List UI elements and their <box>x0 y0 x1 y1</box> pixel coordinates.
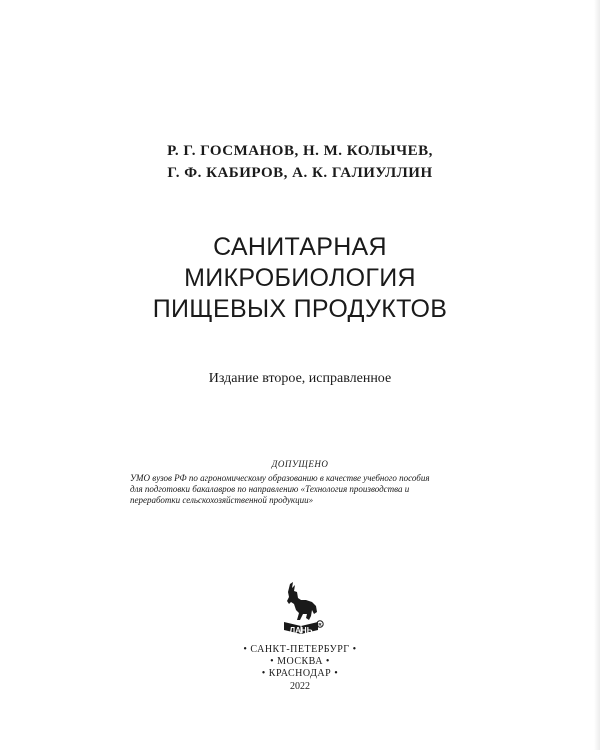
edition-note: Издание второе, исправленное <box>208 371 392 386</box>
book-title-line-3: ПИЩЕВЫХ ПРОДУКТОВ <box>152 295 448 323</box>
city-saint-petersburg: • САНКТ-ПЕТЕРБУРГ • <box>243 644 357 655</box>
logo-lettering: ЛАНЬ <box>289 626 313 635</box>
city-moscow: • МОСКВА • <box>270 656 330 667</box>
book-title-line-1: САНИТАРНАЯ <box>213 233 387 261</box>
city-krasnodar: • КРАСНОДАР • <box>261 668 339 679</box>
approval-line-2: для подготовки бакалавров по направлению «Технология производства и <box>130 484 410 494</box>
approval-heading: ДОПУЩЕНО <box>271 459 329 469</box>
publication-year: 2022 <box>290 681 310 692</box>
page-edge-shadow <box>594 0 600 750</box>
authors-line-2: Г. Ф. КАБИРОВ, А. К. ГАЛИУЛЛИН <box>167 165 433 181</box>
book-title <box>0 232 600 325</box>
approval-text <box>130 473 490 506</box>
authors <box>0 140 600 184</box>
approval-line-3: переработки сельскохозяйственной продукции» <box>130 495 314 505</box>
svg-text:R: R <box>318 622 322 627</box>
approval-line-1: УМО вузов РФ по агрономическому образованию в качестве учебного пособия <box>130 473 430 483</box>
book-title-line-2: МИКРОБИОЛОГИЯ <box>184 264 416 292</box>
authors-line-1: Р. Г. ГОСМАНОВ, Н. М. КОЛЫЧЕВ, <box>167 143 433 159</box>
